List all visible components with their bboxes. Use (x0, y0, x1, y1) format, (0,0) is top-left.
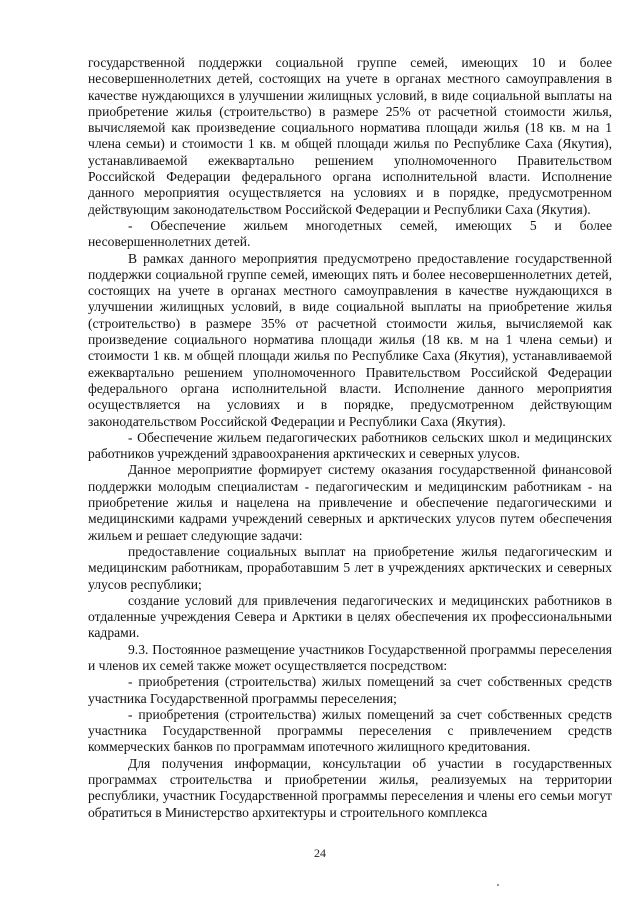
scan-speck (497, 884, 499, 886)
page-number: 24 (314, 846, 326, 860)
paragraph: - Обеспечение жильем педагогических работников сельских школ и медицинских работников учреждений здравоохранения арктических и северных улусов. (88, 429, 612, 462)
paragraph: В рамках данного мероприятия предусмотрено предоставление государственной поддержки социальной группе семей, имеющих пять и более несовершеннолетних детей, состоящих на учете в органах местного самоуправления в качестве нуждающихся в улучшении жилищных условий, в виде социальной выплаты на приобретение жилья (строительство) в размере 35% от расчетной стоимости жилья, вычисляемой как произведение социального норматива площади жилья (18 кв. м на 1 члена семьи) и стоимости 1 кв. м общей площади жилья по Республике Саха (Якутия), устанавливаемой ежеквартально решением уполномоченного Правительством Российской Федерации федерального органа исполнительной власти. Исполнение данного мероприятия осуществляется на условиях и в порядке, предусмотренном действующим законодательством Российской Федерации и Республики Саха (Якутия). (88, 250, 612, 429)
paragraph: Данное мероприятие формирует систему оказания государственной финансовой поддержки молодым специалистам - педагогическим и медицинским работникам - на приобретение жилья и нацелена на привлечение и обеспечение педагогическими и медицинскими кадрами учреждений северных и арктических улусов путем обеспечения жильем и решает следующие задачи: (88, 462, 612, 543)
paragraph: Для получения информации, консультации об участии в государственных программах строительства и приобретении жилья, реализуемых на территории республики, участник Государственной программы переселения и члены его семьи могут обратиться в Министерство архитектуры и строительного комплекса (88, 755, 612, 820)
paragraph: - приобретения (строительства) жилых помещений за счет собственных средств участника Государственной программы переселения; (88, 674, 612, 706)
paragraph: - приобретения (строительства) жилых помещений за счет собственных средств участника Государственной программы переселения с привлечением средств коммерческих банков по программам ипотечного жилищного кредитования. (88, 706, 612, 755)
paragraph: государственной поддержки социальной группе семей, имеющих 10 и более несовершеннолетних детей, состоящих на учете в органах местного самоуправления в качестве нуждающихся в улучшении жилищных условий, в виде социальной выплаты на приобретение жилья (строительство) в размере 25% от расчетной стоимости жилья, вычисляемой как произведение социального норматива площади жилья (18 кв. м на 1 члена семьи) и стоимости 1 кв. м общей площади жилья по Республике Саха (Якутия), устанавливаемой ежеквартально решением уполномоченного Правительством Российской Федерации федерального органа исполнительной власти. Исполнение данного мероприятия осуществляется на условиях и в порядке, предусмотренном действующим законодательством Российской Федерации и Республики Саха (Якутия). (88, 55, 612, 217)
paragraph: создание условий для привлечения педагогических и медицинских работников в отдаленные учреждения Севера и Арктики в целях обеспечения их профессиональными кадрами. (88, 592, 612, 641)
document-body (88, 55, 612, 821)
paragraph: - Обеспечение жильем многодетных семей, имеющих 5 и более несовершеннолетних детей. (88, 217, 612, 250)
paragraph: 9.3. Постоянное размещение участников Государственной программы переселения и членов их семей также может осуществляется посредством: (88, 641, 612, 673)
paragraph: предоставление социальных выплат на приобретение жилья педагогическим и медицинским работникам, проработавшим 5 лет в учреждениях арктических и северных улусов республики; (88, 543, 612, 592)
